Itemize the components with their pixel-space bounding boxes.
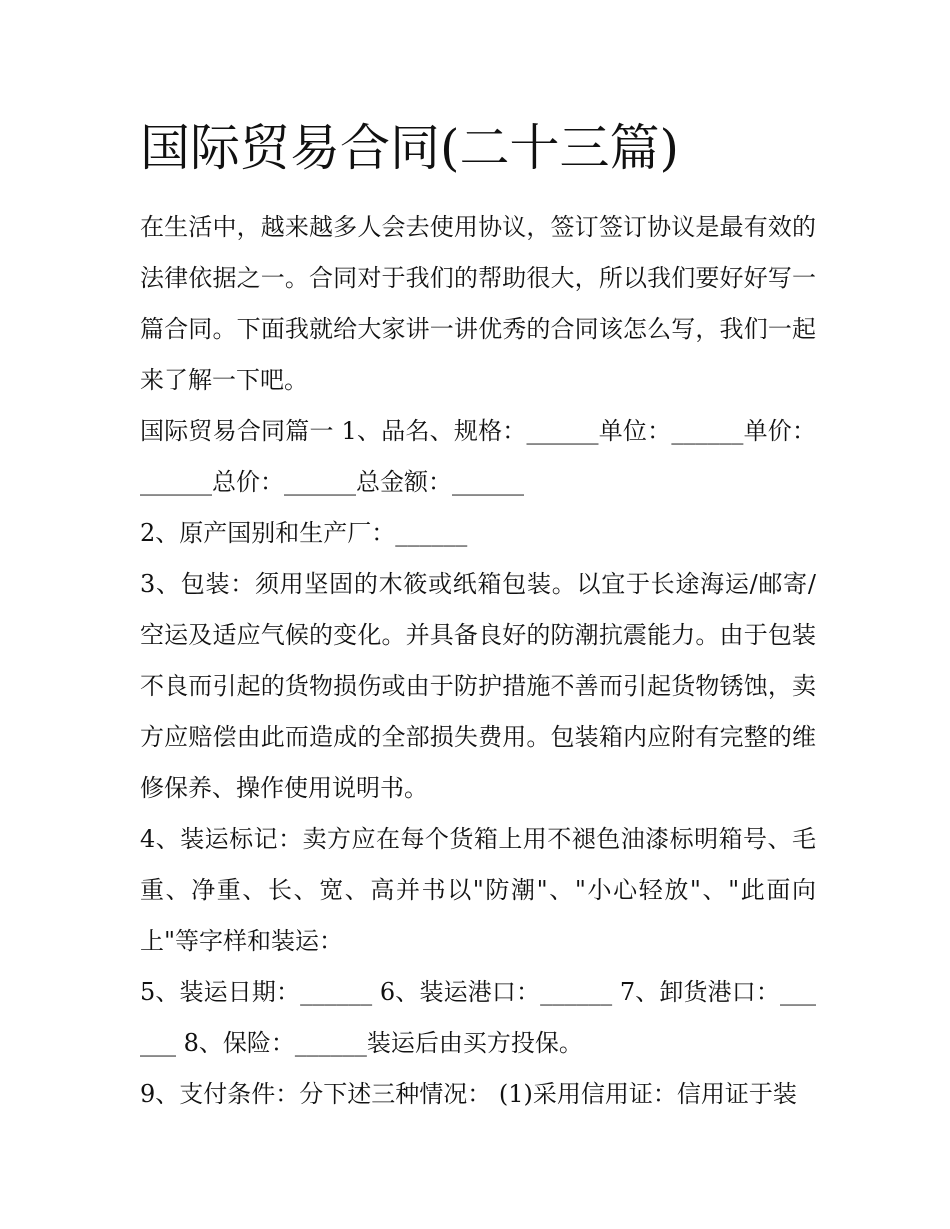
document-page <box>140 112 816 1120</box>
clause-3-packing: 3、包装：须用坚固的木筱或纸箱包装。以宜于长途海运/邮寄/空运及适应气候的变化。并具备良好的防潮抗震能力。由于包装不良而引起的货物损伤或由于防护措施不善而引起货物锈蚀，卖方应赔偿由此而造成的全部损失费用。包装箱内应附有完整的维修保养、操作使用说明书。 <box>140 570 816 802</box>
clause-9-payment: 9、支付条件：分下述三种情况： (1)采用信用证：信用证于装 <box>140 1080 797 1108</box>
clause-1-product-spec: 国际贸易合同篇一 1、品名、规格：______单位：______单价：______总价：______总金额：______ <box>140 417 816 496</box>
intro-paragraph: 在生活中，越来越多人会去使用协议，签订签订协议是最有效的法律依据之一。合同对于我们的帮助很大，所以我们要好好写一篇合同。下面我就给大家讲一讲优秀的合同该怎么写，我们一起来了解一下吧。 <box>140 213 816 394</box>
clause-4-shipping-marks: 4、装运标记：卖方应在每个货箱上用不褪色油漆标明箱号、毛重、净重、长、宽、高并书以"防潮"、"小心轻放"、"此面向上"等字样和装运： <box>140 825 816 955</box>
clause-2-origin: 2、原产国别和生产厂：______ <box>140 519 468 547</box>
document-title: 国际贸易合同(二十三篇) <box>140 119 680 177</box>
clause-5-8-shipment-insurance: 5、装运日期：______ 6、装运港口：______ 7、卸货港口：______ 8、保险：______装运后由买方投保。 <box>140 978 816 1057</box>
